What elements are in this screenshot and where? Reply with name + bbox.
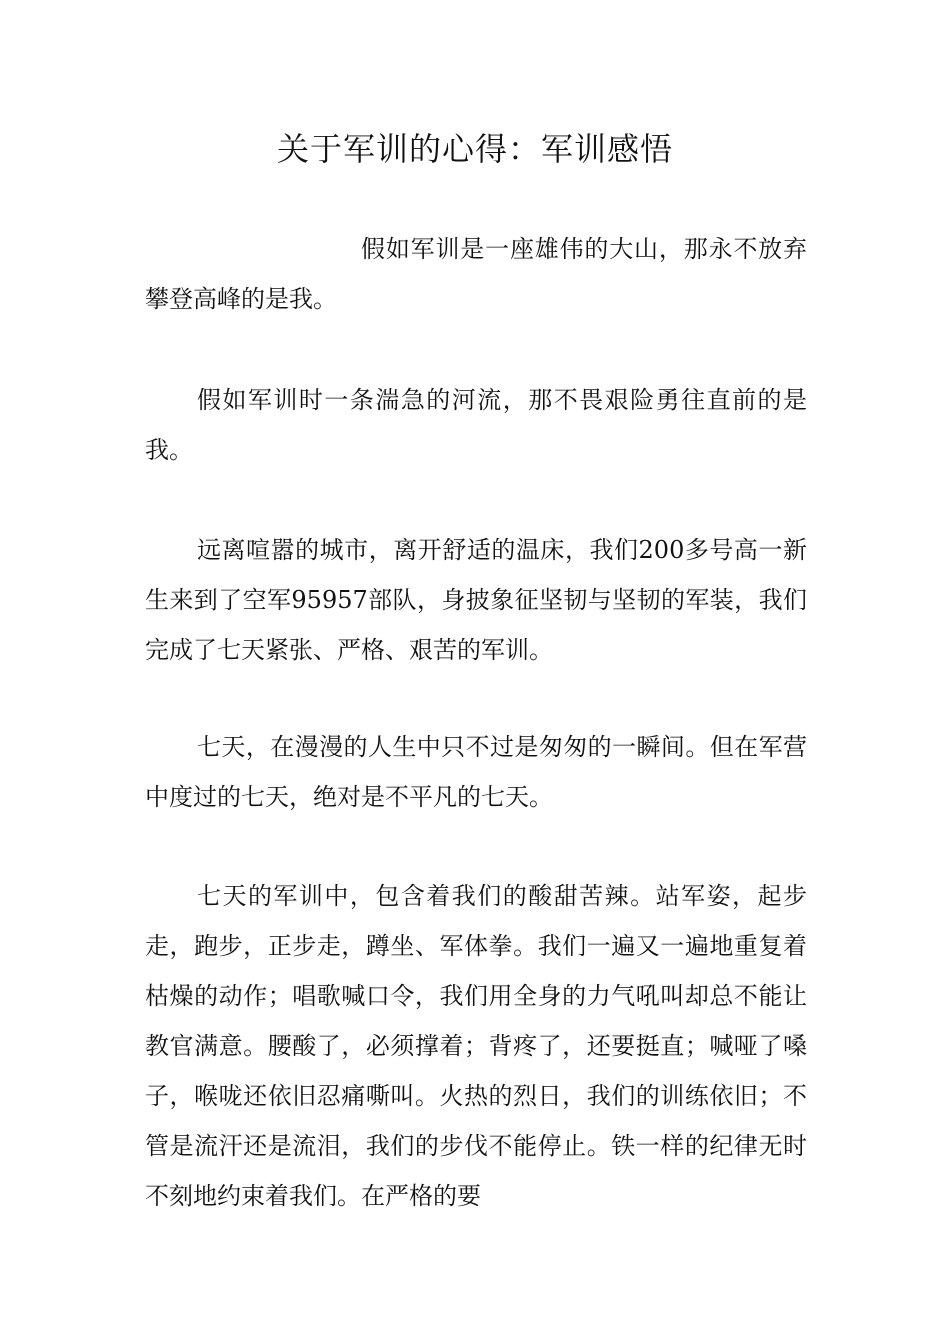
paragraph-3: 远离喧嚣的城市，离开舒适的温床，我们200多号高一新生来到了空军95957部队，身披象征坚韧与坚韧的军装，我们完成了七天紧张、严格、艰苦的军训。 (145, 536, 807, 664)
document-title: 关于军训的心得：军训感悟 (276, 130, 673, 168)
paragraph-2: 假如军训时一条湍急的河流，那不畏艰险勇往直前的是我。 (145, 386, 807, 464)
paragraph-1: 假如军训是一座雄伟的大山，那永不放弃攀登高峰的是我。 (145, 235, 807, 313)
paragraph-4: 七天，在漫漫的人生中只不过是匆匆的一瞬间。但在军营中度过的七天，绝对是不平凡的七天。 (145, 733, 807, 811)
paragraph-5: 七天的军训中，包含着我们的酸甜苦辣。站军姿，起步走，跑步，正步走，蹲坐、军体拳。我们一遍又一遍地重复着枯燥的动作；唱歌喊口令，我们用全身的力气吼叫却总不能让教官满意。腰酸了，必须撑着；背疼了，还要挺直；喊哑了嗓子，喉咙还依旧忍痛嘶叫。火热的烈日，我们的训练依旧；不管是流汗还是流泪，我们的步伐不能停止。铁一样的纪律无时不刻地约束着我们。在严格的要 (145, 882, 807, 1210)
